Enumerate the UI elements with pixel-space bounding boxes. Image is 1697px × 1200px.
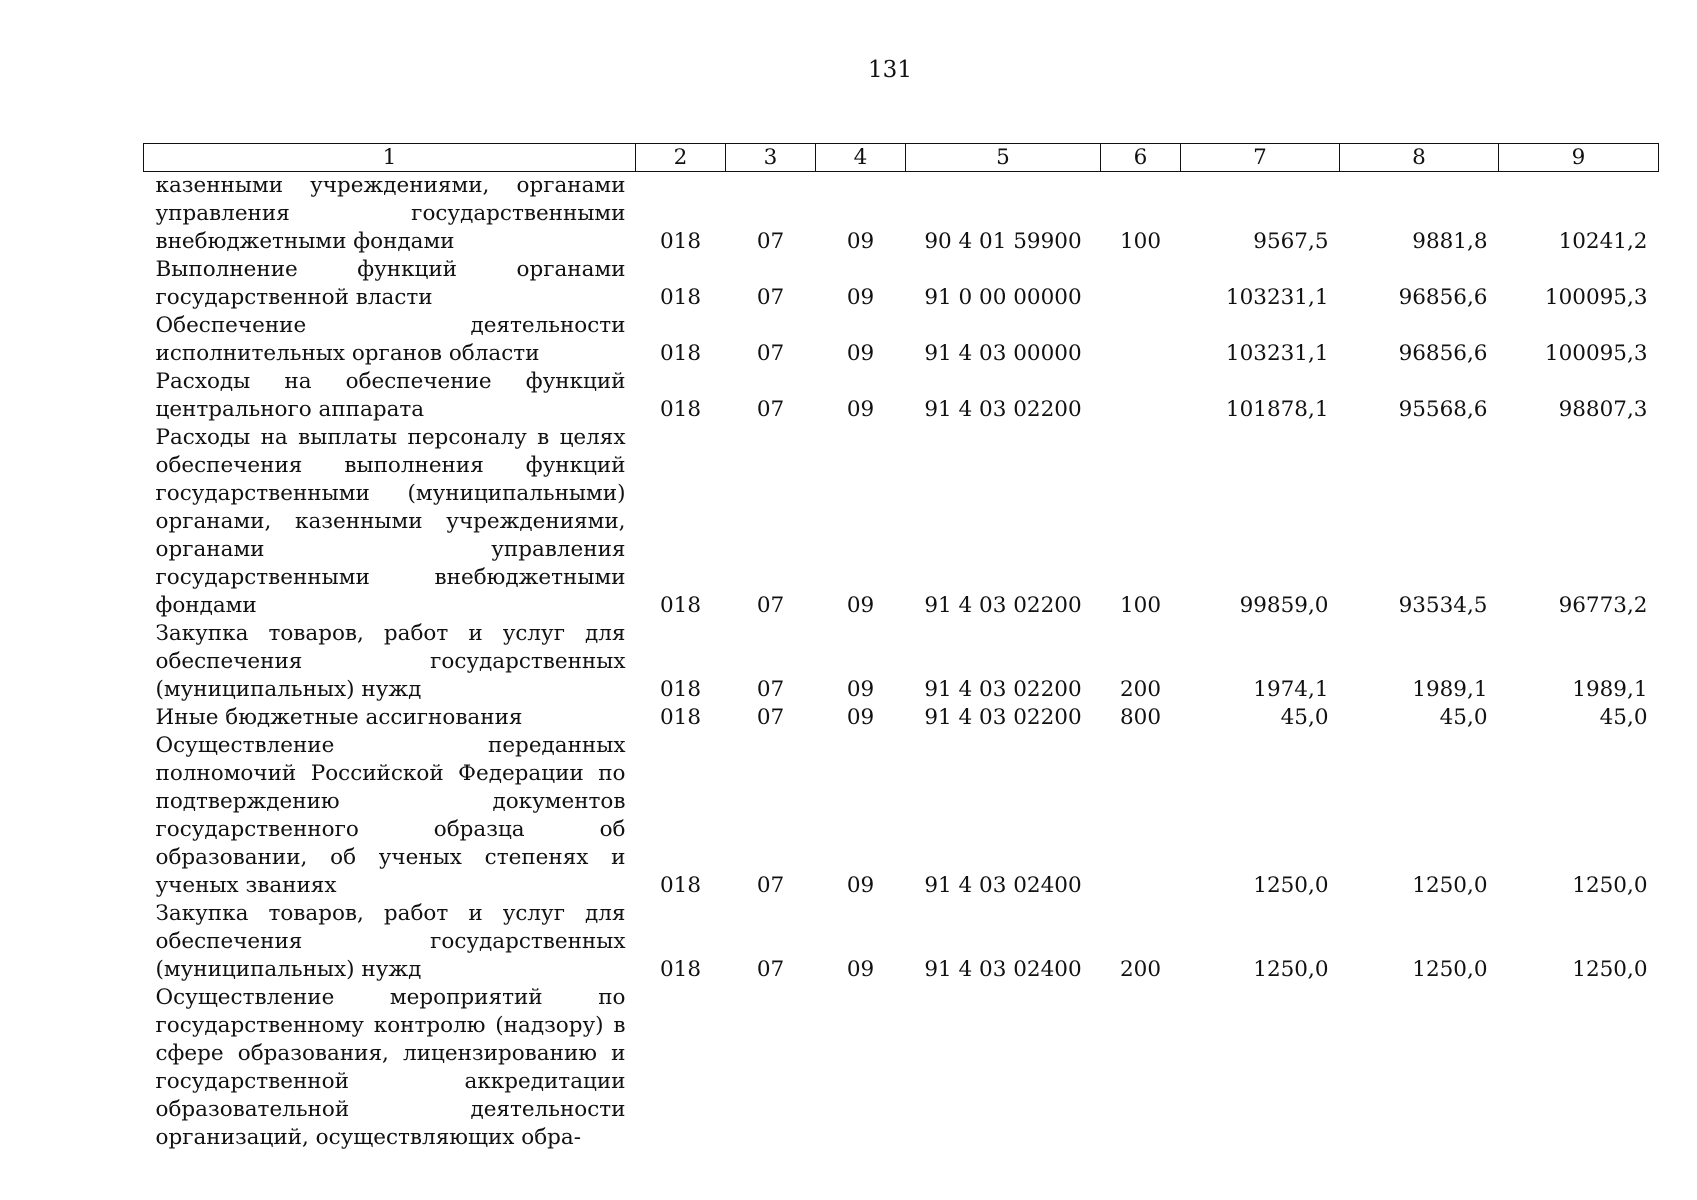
subsection-code: 09 [846,397,875,422]
row-description: Выполнение функций органами государственной власти [155,257,626,310]
table-row [144,732,1659,900]
subsection-code: 09 [846,705,875,730]
expense-type-code [1101,368,1181,424]
target-article-code: 91 4 03 02200 [924,593,1082,618]
expense-type-code [1101,984,1181,1152]
amount-col8: 9881,8 [1412,229,1488,254]
row-description: Осуществление переданных полномочий Российской Федерации по подтверждению документов государственного образца об образовании, об ученых степенях и ученых званиях [155,733,626,898]
amount-col8: 95568,6 [1398,397,1488,422]
section-code: 07 [756,397,785,422]
amount-col7: 9567,5 [1253,229,1329,254]
target-article-code [906,984,1101,1152]
target-article-code: 91 4 03 02200 [924,397,1082,422]
ministry-code: 018 [659,593,702,618]
header-row [144,144,1659,172]
subsection-code [816,984,906,1152]
amount-col9: 100095,3 [1544,285,1648,310]
amount-col7: 45,0 [1280,705,1329,730]
column-header: 9 [1499,144,1659,172]
amount-col8: 45,0 [1439,705,1488,730]
amount-col8: 93534,5 [1398,593,1488,618]
target-article-code: 90 4 01 59900 [924,229,1082,254]
ministry-code: 018 [659,957,702,982]
amount-col7: 1250,0 [1253,873,1329,898]
expense-type-code: 800 [1119,705,1162,730]
amount-col8: 1250,0 [1412,873,1488,898]
amount-col9: 98807,3 [1558,397,1648,422]
section-code: 07 [756,957,785,982]
section-code: 07 [756,705,785,730]
table-row [144,424,1659,620]
amount-col8: 96856,6 [1398,341,1488,366]
amount-col7: 101878,1 [1225,397,1329,422]
row-description: Закупка товаров, работ и услуг для обеспечения государственных (муниципальных) нужд [155,901,626,982]
section-code: 07 [756,229,785,254]
expense-type-code [1101,312,1181,368]
table-header [144,144,1659,172]
expense-type-code: 100 [1119,229,1162,254]
amount-col7: 103231,1 [1225,341,1329,366]
amount-col9: 45,0 [1599,705,1648,730]
table-row [144,312,1659,368]
table-row [144,256,1659,312]
subsection-code: 09 [846,677,875,702]
section-code: 07 [756,285,785,310]
subsection-code: 09 [846,341,875,366]
ministry-code: 018 [659,705,702,730]
expense-type-code [1101,732,1181,900]
section-code: 07 [756,677,785,702]
subsection-code: 09 [846,285,875,310]
column-header: 7 [1181,144,1340,172]
ministry-code: 018 [659,873,702,898]
column-header: 4 [816,144,906,172]
amount-col9: 1989,1 [1572,677,1648,702]
target-article-code: 91 4 03 02400 [924,873,1082,898]
row-description: Обеспечение деятельности исполнительных органов области [155,313,626,366]
section-code: 07 [756,593,785,618]
column-header: 5 [906,144,1101,172]
amount-col9: 10241,2 [1558,229,1648,254]
target-article-code: 91 4 03 00000 [924,341,1082,366]
amount-col8 [1340,984,1499,1152]
section-code: 07 [756,873,785,898]
page-number: 131 [868,57,912,83]
amount-col9: 1250,0 [1572,957,1648,982]
expense-type-code: 200 [1119,677,1162,702]
table-body [144,172,1659,1153]
target-article-code: 91 4 03 02200 [924,677,1082,702]
target-article-code: 91 4 03 02400 [924,957,1082,982]
amount-col9: 100095,3 [1544,341,1648,366]
column-header: 8 [1340,144,1499,172]
amount-col7: 99859,0 [1239,593,1329,618]
table-row [144,900,1659,984]
target-article-code: 91 0 00 00000 [924,285,1082,310]
ministry-code: 018 [659,341,702,366]
column-header: 3 [726,144,816,172]
section-code [726,984,816,1152]
table-row [144,704,1659,732]
expense-type-code: 100 [1119,593,1162,618]
table-row [144,620,1659,704]
table-row [144,172,1659,257]
amount-col9: 1250,0 [1572,873,1648,898]
column-header: 1 [144,144,636,172]
column-header: 6 [1101,144,1181,172]
subsection-code: 09 [846,593,875,618]
row-description: Расходы на выплаты персоналу в целях обеспечения выполнения функций государственными (муниципальными) органами, казенными учреждениями, органами управления государственными внебюджетными фондами [155,425,626,618]
amount-col7: 1250,0 [1253,957,1329,982]
amount-col8: 96856,6 [1398,285,1488,310]
amount-col9: 96773,2 [1558,593,1648,618]
ministry-code [636,984,726,1152]
ministry-code: 018 [659,285,702,310]
subsection-code: 09 [846,229,875,254]
column-header: 2 [636,144,726,172]
section-code: 07 [756,341,785,366]
row-description: Иные бюджетные ассигнования [155,705,523,730]
table-row [144,984,1659,1152]
amount-col7: 103231,1 [1225,285,1329,310]
expense-type-code: 200 [1119,957,1162,982]
row-description: Расходы на обеспечение функций центрального аппарата [155,369,626,422]
ministry-code: 018 [659,397,702,422]
table-row [144,368,1659,424]
amount-col7 [1181,984,1340,1152]
expense-type-code [1101,256,1181,312]
row-description: Закупка товаров, работ и услуг для обеспечения государственных (муниципальных) нужд [155,621,626,702]
target-article-code: 91 4 03 02200 [924,705,1082,730]
amount-col8: 1250,0 [1412,957,1488,982]
row-description: казенными учреждениями, органами управления государственными внебюджетными фондами [155,173,626,254]
subsection-code: 09 [846,957,875,982]
row-description: Осуществление мероприятий по государственному контролю (надзору) в сфере образования, лицензированию и государственной аккредитации образовательной деятельности организаций, осуществляющих обра- [155,985,626,1150]
subsection-code: 09 [846,873,875,898]
ministry-code: 018 [659,229,702,254]
amount-col8: 1989,1 [1412,677,1488,702]
budget-table [143,143,1659,1152]
amount-col7: 1974,1 [1253,677,1329,702]
ministry-code: 018 [659,677,702,702]
amount-col9 [1499,984,1659,1152]
